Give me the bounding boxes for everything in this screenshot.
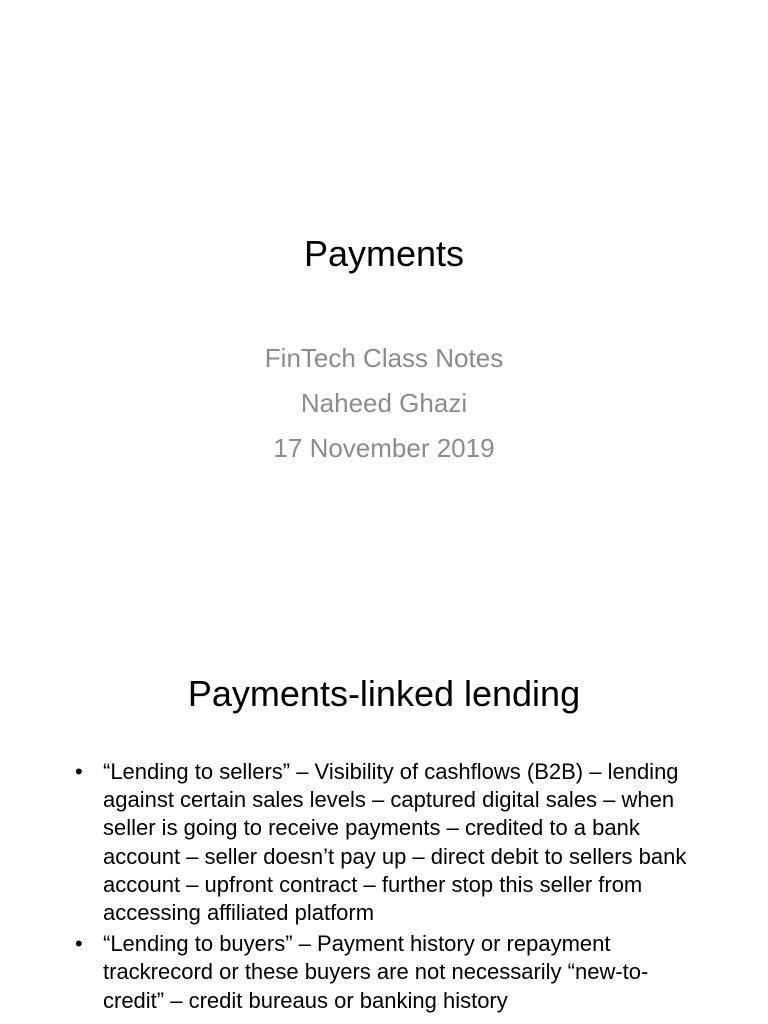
bullet-text: “Lending to sellers” – Visibility of cashflows (B2B) – lending against certain sales levels – captured digital sales – when seller is going to receive payments – credited to a bank account – seller doesn’t pay up – direct debit to sellers bank account – upfront contract – further stop this seller from accessing affiliated platform: [103, 759, 687, 926]
bullet-item-lending-to-buyers: [0, 930, 768, 1015]
bullet-icon: •: [75, 931, 83, 957]
course-name: FinTech Class Notes: [264, 343, 504, 373]
content-slide: [0, 576, 768, 1024]
bullet-list: [0, 758, 768, 1018]
subtitle-block: [0, 336, 768, 471]
presentation-date: 17 November 2019: [273, 433, 495, 463]
author-name: Naheed Ghazi: [300, 388, 468, 418]
bullet-icon: •: [75, 759, 83, 784]
presentation-title: Payments: [303, 233, 465, 274]
slide-title: Payments-linked lending: [187, 673, 581, 714]
bullet-text: “Lending to buyers” – Payment history or repayment trackrecord or these buyers are not necessarily “new-to-credit” – credit bureaus or banking history: [103, 931, 649, 1013]
bullet-item-lending-to-sellers: [0, 758, 768, 927]
